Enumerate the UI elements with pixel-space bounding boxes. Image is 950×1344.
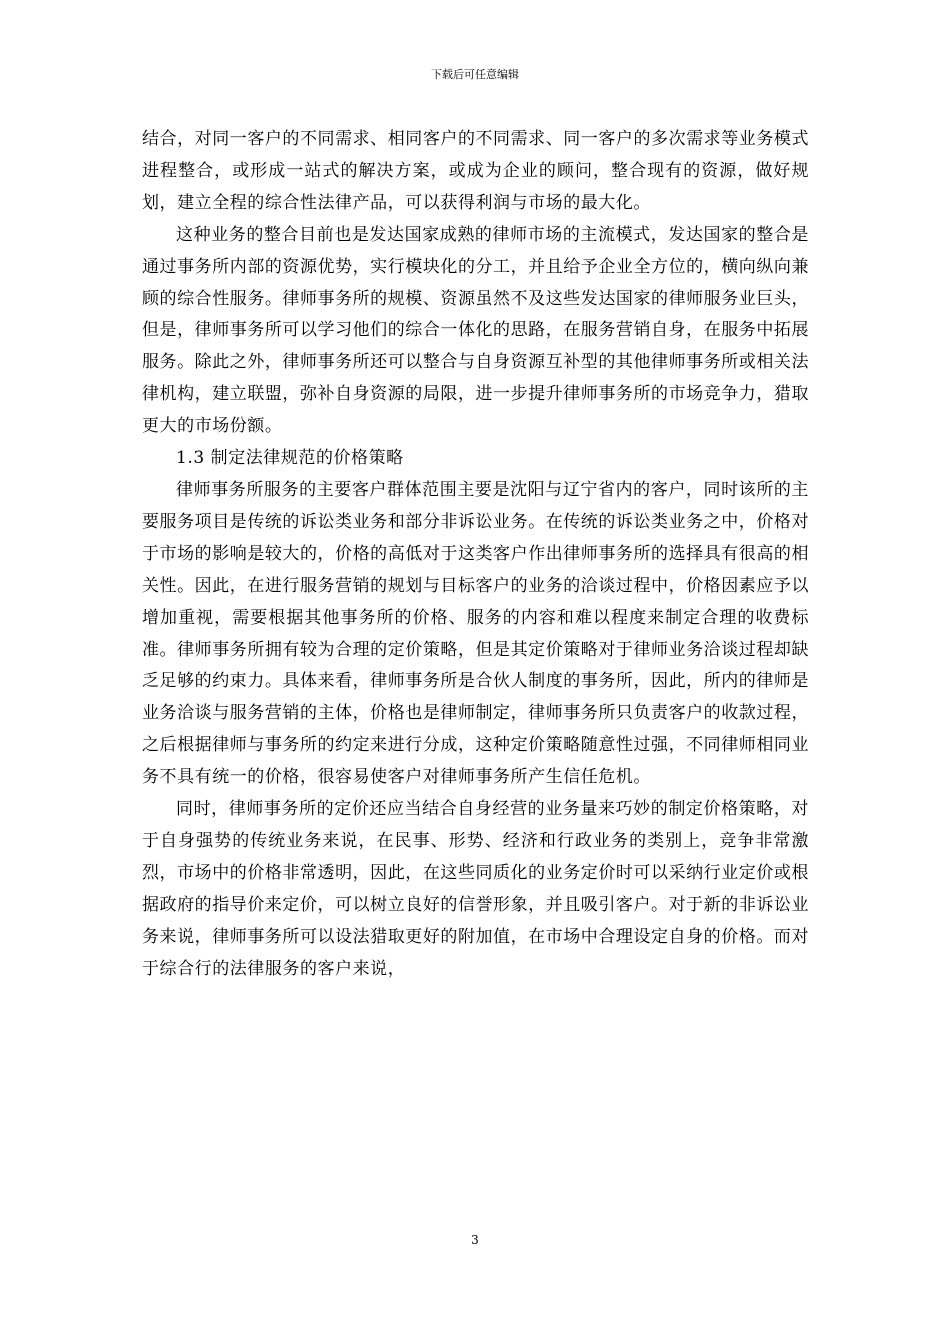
page-header: 下载后可任意编辑 xyxy=(431,68,519,81)
document-body xyxy=(142,124,809,985)
paragraph-pricing: 律师事务所服务的主要客户群体范围主要是沈阳与辽宁省内的客户，同时该所的主要服务项目是传统的诉讼类业务和部分非诉讼业务。在传统的诉讼类业务之中，价格对于市场的影响是较大的，价格的高低对于这类客户作出律师事务所的选择具有很高的相关性。因此，在进行服务营销的规划与目标客户的业务的洽谈过程中，价格因素应予以增加重视，需要根据其他事务所的价格、服务的内容和难以程度来制定合理的收费标准。律师事务所拥有较为合理的定价策略，但是其定价策略对于律师业务洽谈过程却缺乏足够的约束力。具体来看，律师事务所是合伙人制度的事务所，因此，所内的律师是业务洽谈与服务营销的主体，价格也是律师制定，律师事务所只负责客户的收款过程，之后根据律师与事务所的约定来进行分成，这种定价策略随意性过强，不同律师相同业务不具有统一的价格，很容易使客户对律师事务所产生信任危机。 xyxy=(142,479,809,788)
section-heading: 1.3 制定法律规范的价格策略 xyxy=(176,448,404,469)
paragraph-continued: 结合，对同一客户的不同需求、相同客户的不同需求、同一客户的多次需求等业务模式进程整合，或形成一站式的解决方案，或成为企业的顾问，整合现有的资源，做好规划，建立全程的综合性法律产品，可以获得利润与市场的最大化。 xyxy=(142,129,809,213)
paragraph-pricing-strategy: 同时，律师事务所的定价还应当结合自身经营的业务量来巧妙的制定价格策略，对于自身强势的传统业务来说，在民事、形势、经济和行政业务的类别上，竞争非常激烈，市场中的价格非常透明，因此，在这些同质化的业务定价时可以采纳行业定价或根据政府的指导价来定价，可以树立良好的信誉形象，并且吸引客户。对于新的非诉讼业务来说，律师事务所可以设法猎取更好的附加值，在市场中合理设定自身的价格。而对于综合行的法律服务的客户来说， xyxy=(142,799,809,979)
page-number: 3 xyxy=(471,1233,479,1247)
paragraph-integration: 这种业务的整合目前也是发达国家成熟的律师市场的主流模式，发达国家的整合是通过事务所内部的资源优势，实行模块化的分工，并且给予企业全方位的，横向纵向兼顾的综合性服务。律师事务所的规模、资源虽然不及这些发达国家的律师服务业巨头，但是，律师事务所可以学习他们的综合一体化的思路，在服务营销自身，在服务中拓展服务。除此之外，律师事务所还可以整合与自身资源互补型的其他律师事务所或相关法律机构，建立联盟，弥补自身资源的局限，进一步提升律师事务所的市场竞争力，猎取更大的市场份额。 xyxy=(142,224,809,437)
